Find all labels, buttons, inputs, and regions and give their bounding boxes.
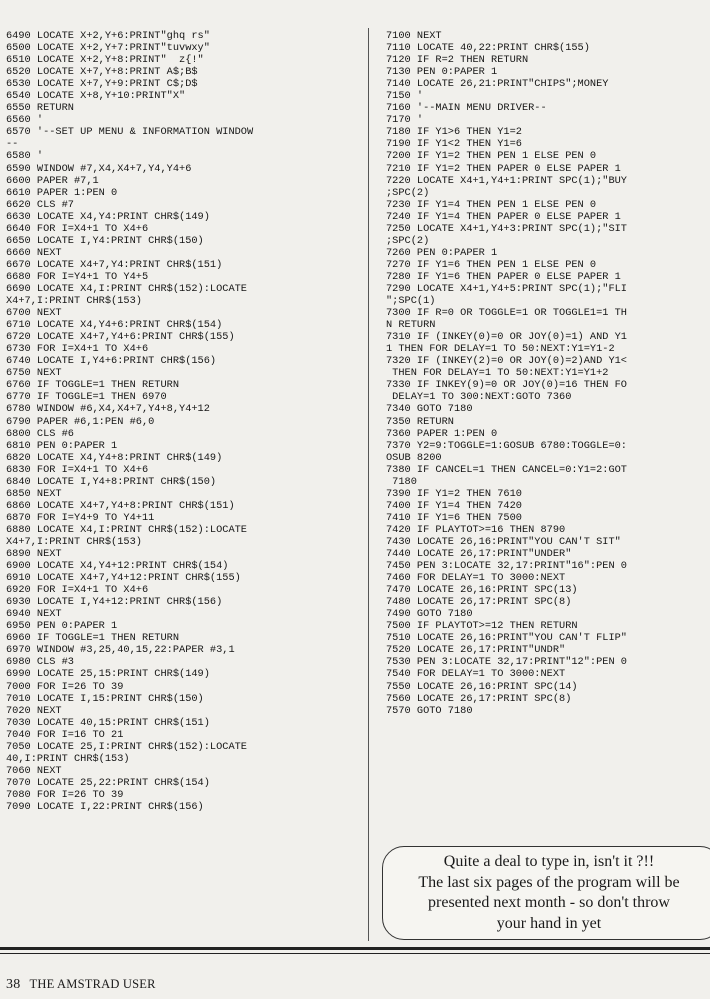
code-line: 7430 LOCATE 26,16:PRINT"YOU CAN'T SIT" xyxy=(386,535,621,548)
code-line: 6740 LOCATE I,Y4+6:PRINT CHR$(156) xyxy=(6,355,217,368)
code-line: 6920 FOR I=X4+1 TO X4+6 xyxy=(6,584,149,597)
code-line: 7070 LOCATE 25,22:PRINT CHR$(154) xyxy=(6,776,210,789)
code-line: 6960 IF TOGGLE=1 THEN RETURN xyxy=(6,632,180,645)
code-line: 7190 IF Y1<2 THEN Y1=6 xyxy=(386,138,522,151)
code-line: 7520 LOCATE 26,17:PRINT"UNDR" xyxy=(386,644,566,657)
code-line: 6640 FOR I=X4+1 TO X4+6 xyxy=(6,222,149,235)
code-line: 6990 LOCATE 25,15:PRINT CHR$(149) xyxy=(6,668,210,681)
listing-right-column xyxy=(386,30,710,717)
code-line: 7000 FOR I=26 TO 39 xyxy=(6,680,124,693)
code-line: 7040 FOR I=16 TO 21 xyxy=(6,728,124,741)
code-line: ";SPC(1) xyxy=(386,295,436,308)
code-line: 7130 PEN 0:PAPER 1 xyxy=(386,66,498,79)
code-line: 6520 LOCATE X+7,Y+8:PRINT A$;B$ xyxy=(6,66,198,79)
code-line: 7020 NEXT xyxy=(6,704,62,717)
code-line: 7290 LOCATE X4+1,Y4+5:PRINT SPC(1);"FLI xyxy=(386,282,627,295)
callout-line: presented next month - so don't throw xyxy=(428,894,670,911)
code-line: THEN FOR DELAY=1 TO 50:NEXT:Y1=Y1+2 xyxy=(386,367,609,380)
code-line: 6600 PAPER #7,1 xyxy=(6,174,99,187)
code-line: DELAY=1 TO 300:NEXT:GOTO 7360 xyxy=(386,391,572,404)
code-line: ;SPC(2) xyxy=(386,186,430,199)
code-line: 7560 LOCATE 26,17:PRINT SPC(8) xyxy=(386,692,572,705)
code-line: 6700 NEXT xyxy=(6,307,62,320)
code-line: 7220 LOCATE X4+1,Y4+1:PRINT SPC(1);"BUY xyxy=(386,174,627,187)
code-line: 1 THEN FOR DELAY=1 TO 50:NEXT:Y1=Y1-2 xyxy=(386,343,615,356)
code-line: 6570 '--SET UP MENU & INFORMATION WINDOW xyxy=(6,126,254,139)
code-line: 7030 LOCATE 40,15:PRINT CHR$(151) xyxy=(6,716,210,729)
code-line: 7570 GOTO 7180 xyxy=(386,704,473,717)
callout-line: The last six pages of the program will be xyxy=(418,873,680,891)
code-line: 7150 ' xyxy=(386,90,424,103)
code-line: 6850 NEXT xyxy=(6,487,62,500)
callout-text xyxy=(394,852,704,934)
footer-rule-thin xyxy=(0,953,710,954)
column-divider xyxy=(368,28,369,941)
code-line: 7340 GOTO 7180 xyxy=(386,403,473,416)
code-line: 7230 IF Y1=4 THEN PEN 1 ELSE PEN 0 xyxy=(386,198,597,211)
code-line: 6670 LOCATE X4+7,Y4:PRINT CHR$(151) xyxy=(6,258,223,271)
code-line: 7280 IF Y1=6 THEN PAPER 0 ELSE PAPER 1 xyxy=(386,270,621,283)
code-line: 7090 LOCATE I,22:PRINT CHR$(156) xyxy=(6,801,204,813)
code-line: 6590 WINDOW #7,X4,X4+7,Y4,Y4+6 xyxy=(6,162,192,175)
code-line: 6780 WINDOW #6,X4,X4+7,Y4+8,Y4+12 xyxy=(6,403,210,416)
code-line: 7330 IF INKEY(9)=0 OR JOY(0)=16 THEN FO xyxy=(386,379,627,392)
code-line: 7370 Y2=9:TOGGLE=1:GOSUB 6780:TOGGLE=0: xyxy=(386,439,627,452)
code-line: 7500 IF PLAYTOT>=12 THEN RETURN xyxy=(386,620,578,633)
code-line: 6490 LOCATE X+2,Y+6:PRINT"ghq rs" xyxy=(6,30,210,42)
code-line: X4+7,I:PRINT CHR$(153) xyxy=(6,295,142,308)
callout-line: your hand in yet xyxy=(496,914,602,932)
code-line: 6790 PAPER #6,1:PEN #6,0 xyxy=(6,415,155,428)
magazine-name: THE AMSTRAD USER xyxy=(29,977,156,991)
code-line: 7250 LOCATE X4+1,Y4+3:PRINT SPC(1);"SIT xyxy=(386,222,627,235)
code-line: 6820 LOCATE X4,Y4+8:PRINT CHR$(149) xyxy=(6,451,223,464)
code-line: 7460 FOR DELAY=1 TO 3000:NEXT xyxy=(386,572,566,585)
code-line: 7420 IF PLAYTOT>=16 THEN 8790 xyxy=(386,523,566,536)
code-line: 7490 GOTO 7180 xyxy=(386,608,473,621)
code-line: 7080 FOR I=26 TO 39 xyxy=(6,788,124,801)
code-line: 7380 IF CANCEL=1 THEN CANCEL=0:Y1=2:GOT xyxy=(386,463,627,476)
code-line: 7470 LOCATE 26,16:PRINT SPC(13) xyxy=(386,584,578,597)
code-line: 6930 LOCATE I,Y4+12:PRINT CHR$(156) xyxy=(6,596,223,609)
code-line: 6680 FOR I=Y4+1 TO Y4+5 xyxy=(6,270,149,283)
code-line: 6910 LOCATE X4+7,Y4+12:PRINT CHR$(155) xyxy=(6,572,241,585)
code-line: 40,I:PRINT CHR$(153) xyxy=(6,752,130,765)
code-line: 6750 NEXT xyxy=(6,367,62,380)
code-line: 6530 LOCATE X+7,Y+9:PRINT C$;D$ xyxy=(6,78,198,91)
code-line: 6620 CLS #7 xyxy=(6,198,74,211)
code-line: 7160 '--MAIN MENU DRIVER-- xyxy=(386,102,547,115)
code-line: 7110 LOCATE 40,22:PRINT CHR$(155) xyxy=(386,42,590,55)
code-line: 7480 LOCATE 26,17:PRINT SPC(8) xyxy=(386,596,572,609)
code-line: 7390 IF Y1=2 THEN 7610 xyxy=(386,487,522,500)
code-line: 7440 LOCATE 26,17:PRINT"UNDER" xyxy=(386,548,572,561)
code-line: 6950 PEN 0:PAPER 1 xyxy=(6,620,118,633)
code-line: 7120 IF R=2 THEN RETURN xyxy=(386,54,529,67)
code-line: 6760 IF TOGGLE=1 THEN RETURN xyxy=(6,379,180,392)
code-line: 7240 IF Y1=4 THEN PAPER 0 ELSE PAPER 1 xyxy=(386,210,621,223)
code-line: 7550 LOCATE 26,16:PRINT SPC(14) xyxy=(386,680,578,693)
code-line: 7320 IF (INKEY(2)=0 OR JOY(0)=2)AND Y1< xyxy=(386,355,627,368)
code-line: 6500 LOCATE X+2,Y+7:PRINT"tuvwxy" xyxy=(6,42,210,55)
code-line: 7510 LOCATE 26,16:PRINT"YOU CAN'T FLIP" xyxy=(386,632,627,645)
code-line: 6710 LOCATE X4,Y4+6:PRINT CHR$(154) xyxy=(6,319,223,332)
code-line: 6860 LOCATE X4+7,Y4+8:PRINT CHR$(151) xyxy=(6,499,235,512)
code-line: 6730 FOR I=X4+1 TO X4+6 xyxy=(6,343,149,356)
code-line: 7200 IF Y1=2 THEN PEN 1 ELSE PEN 0 xyxy=(386,150,597,163)
code-line: 7170 ' xyxy=(386,114,424,127)
code-line: 7300 IF R=0 OR TOGGLE=1 OR TOGGLE1=1 TH xyxy=(386,307,627,320)
code-line: 7180 IF Y1>6 THEN Y1=2 xyxy=(386,126,522,139)
code-line: 6980 CLS #3 xyxy=(6,656,74,669)
code-line: 6800 CLS #6 xyxy=(6,427,74,440)
code-line: 6840 LOCATE I,Y4+8:PRINT CHR$(150) xyxy=(6,475,217,488)
code-line: 6900 LOCATE X4,Y4+12:PRINT CHR$(154) xyxy=(6,560,229,573)
code-line: 7060 NEXT xyxy=(6,764,62,777)
code-line: 6830 FOR I=X4+1 TO X4+6 xyxy=(6,463,149,476)
code-line: 7350 RETURN xyxy=(386,415,454,428)
code-line: -- xyxy=(6,138,19,151)
code-line: 6580 ' xyxy=(6,150,44,163)
code-line: 7210 IF Y1=2 THEN PAPER 0 ELSE PAPER 1 xyxy=(386,162,621,175)
listing-left-column xyxy=(6,30,356,813)
page-number: 38 xyxy=(6,977,21,992)
code-line: 7180 xyxy=(386,475,417,488)
callout-line: Quite a deal to type in, isn't it ?!! xyxy=(443,853,655,870)
code-line: 7100 NEXT xyxy=(386,30,442,42)
footer-rule-thick xyxy=(0,947,710,950)
code-line: 6630 LOCATE X4,Y4:PRINT CHR$(149) xyxy=(6,210,210,223)
code-line: 7410 IF Y1=6 THEN 7500 xyxy=(386,511,522,524)
page-footer xyxy=(6,977,156,993)
code-line: 7360 PAPER 1:PEN 0 xyxy=(386,427,498,440)
code-line: 6660 NEXT xyxy=(6,246,62,259)
code-line: 7050 LOCATE 25,I:PRINT CHR$(152):LOCATE xyxy=(6,740,247,753)
code-line: 7540 FOR DELAY=1 TO 3000:NEXT xyxy=(386,668,566,681)
code-line: OSUB 8200 xyxy=(386,451,442,464)
code-line: 6890 NEXT xyxy=(6,548,62,561)
code-line: 6650 LOCATE I,Y4:PRINT CHR$(150) xyxy=(6,234,204,247)
code-line: 6690 LOCATE X4,I:PRINT CHR$(152):LOCATE xyxy=(6,282,247,295)
code-line: 7310 IF (INKEY(0)=0 OR JOY(0)=1) AND Y1 xyxy=(386,331,627,344)
code-line: 6810 PEN 0:PAPER 1 xyxy=(6,439,118,452)
code-line: 6870 FOR I=Y4+9 TO Y4+11 xyxy=(6,511,155,524)
code-line: 6970 WINDOW #3,25,40,15,22:PAPER #3,1 xyxy=(6,644,235,657)
code-line: 7450 PEN 3:LOCATE 32,17:PRINT"16":PEN 0 xyxy=(386,560,627,573)
code-line: 6510 LOCATE X+2,Y+8:PRINT" z{!" xyxy=(6,54,204,67)
code-line: 7140 LOCATE 26,21:PRINT"CHIPS";MONEY xyxy=(386,78,609,91)
code-line: 6560 ' xyxy=(6,114,44,127)
code-line: 7010 LOCATE I,15:PRINT CHR$(150) xyxy=(6,692,204,705)
code-line: X4+7,I:PRINT CHR$(153) xyxy=(6,535,142,548)
code-line: N RETURN xyxy=(386,319,436,332)
code-line: 7400 IF Y1=4 THEN 7420 xyxy=(386,499,522,512)
code-line: 6610 PAPER 1:PEN 0 xyxy=(6,186,118,199)
code-line: 6880 LOCATE X4,I:PRINT CHR$(152):LOCATE xyxy=(6,523,247,536)
code-line: 7260 PEN 0:PAPER 1 xyxy=(386,246,498,259)
code-line: 7270 IF Y1=6 THEN PEN 1 ELSE PEN 0 xyxy=(386,258,597,271)
code-line: 6720 LOCATE X4+7,Y4+6:PRINT CHR$(155) xyxy=(6,331,235,344)
code-line: ;SPC(2) xyxy=(386,234,430,247)
code-line: 6540 LOCATE X+8,Y+10:PRINT"X" xyxy=(6,90,186,103)
code-line: 7530 PEN 3:LOCATE 32,17:PRINT"12":PEN 0 xyxy=(386,656,627,669)
code-line: 6550 RETURN xyxy=(6,102,74,115)
code-line: 6940 NEXT xyxy=(6,608,62,621)
code-line: 6770 IF TOGGLE=1 THEN 6970 xyxy=(6,391,167,404)
